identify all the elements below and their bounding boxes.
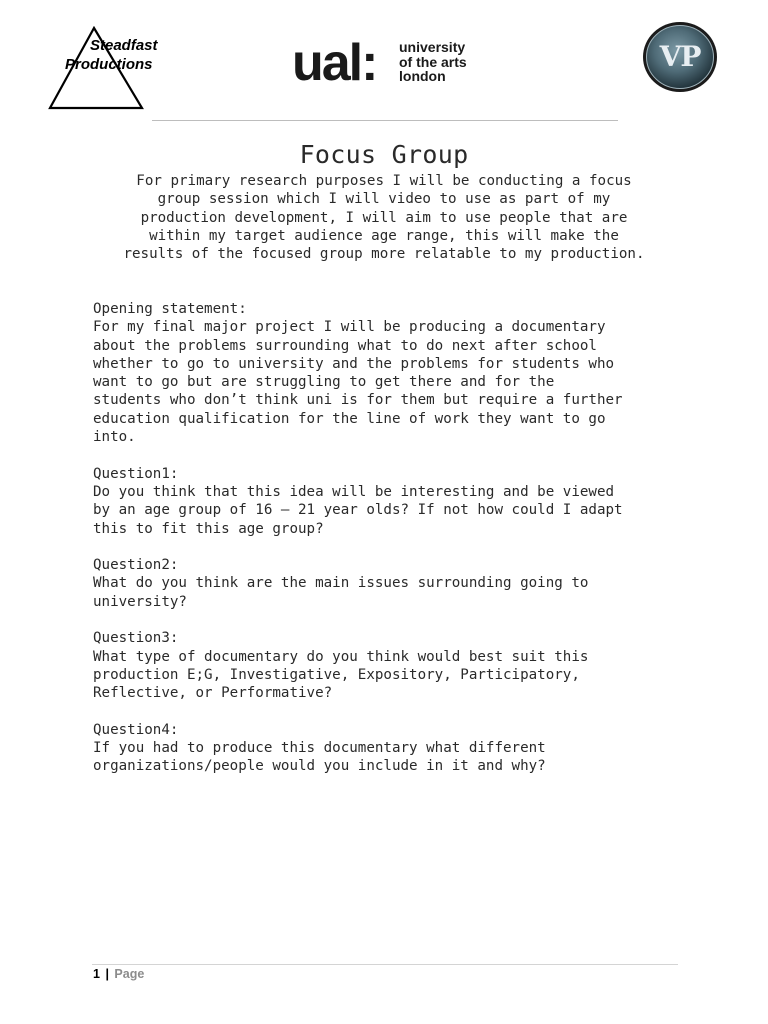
steadfast-logo-line1: Steadfast [90, 37, 158, 54]
question1-line: by an age group of 16 – 21 year olds? If not how could I adapt [93, 502, 623, 519]
intro-paragraph [90, 172, 678, 263]
question4-heading: Question4: [93, 721, 179, 738]
question1-line: this to fit this age group? [93, 520, 324, 537]
vp-badge-text: VP [659, 40, 701, 73]
intro-line: group session which I will video to use as part of my [157, 191, 611, 208]
question3-heading: Question3: [93, 630, 179, 647]
ual-logo-line2: of the arts [399, 53, 467, 70]
ual-logo-line1: university [399, 39, 466, 55]
opening-line: education qualification for the line of work they want to go [93, 410, 606, 427]
ual-logo-text [399, 40, 467, 84]
opening-line: students who don’t think uni is for them but require a further [93, 392, 623, 409]
intro-line: within my target audience age range, this will make the [149, 227, 619, 244]
page-number: 1 [93, 967, 100, 981]
ual-logo-line3: london [399, 68, 446, 84]
question3-section [93, 629, 693, 702]
page-separator: | [105, 967, 109, 981]
question1-line: Do you think that this idea will be interesting and be viewed [93, 483, 615, 500]
intro-line: For primary research purposes I will be conducting a focus [136, 173, 632, 189]
steadfast-logo-line2: Productions [65, 56, 153, 73]
question3-line: What type of documentary do you think would best suit this [93, 648, 589, 665]
question2-line: university? [93, 593, 187, 610]
page-label: Page [114, 967, 145, 981]
document-title: Focus Group [299, 140, 469, 169]
footer-divider [92, 964, 678, 965]
question2-heading: Question2: [93, 557, 179, 574]
intro-line: results of the focused group more relatable to my production. [123, 246, 645, 263]
opening-line: want to go but are struggling to get there and for the [93, 374, 555, 391]
ual-logo [292, 34, 492, 92]
question1-heading: Question1: [93, 465, 179, 482]
opening-line: about the problems surrounding what to do next after school [93, 337, 597, 354]
question4-line: If you had to produce this documentary what different [93, 740, 546, 757]
opening-line: whether to go to university and the problems for students who [93, 355, 615, 372]
opening-statement-section [93, 300, 693, 446]
opening-line: For my final major project I will be producing a documentary [93, 319, 606, 336]
question3-line: Reflective, or Performative? [93, 685, 333, 702]
vp-badge-logo [641, 20, 719, 94]
ual-logo-mark: ual: [292, 34, 377, 92]
document-body [93, 300, 693, 776]
opening-statement-heading: Opening statement: [93, 301, 247, 317]
steadfast-productions-logo [48, 26, 158, 112]
intro-line: production development, I will aim to use people that are [140, 209, 628, 226]
question4-line: organizations/people would you include in it and why? [93, 758, 546, 775]
question3-line: production E;G, Investigative, Expository, Participatory, [93, 666, 580, 683]
question1-section [93, 465, 693, 538]
question4-section [93, 721, 693, 776]
question2-section [93, 556, 693, 611]
page-footer [93, 966, 144, 982]
header-divider [152, 120, 618, 121]
opening-line: into. [93, 429, 136, 446]
question2-line: What do you think are the main issues surrounding going to [93, 575, 589, 592]
